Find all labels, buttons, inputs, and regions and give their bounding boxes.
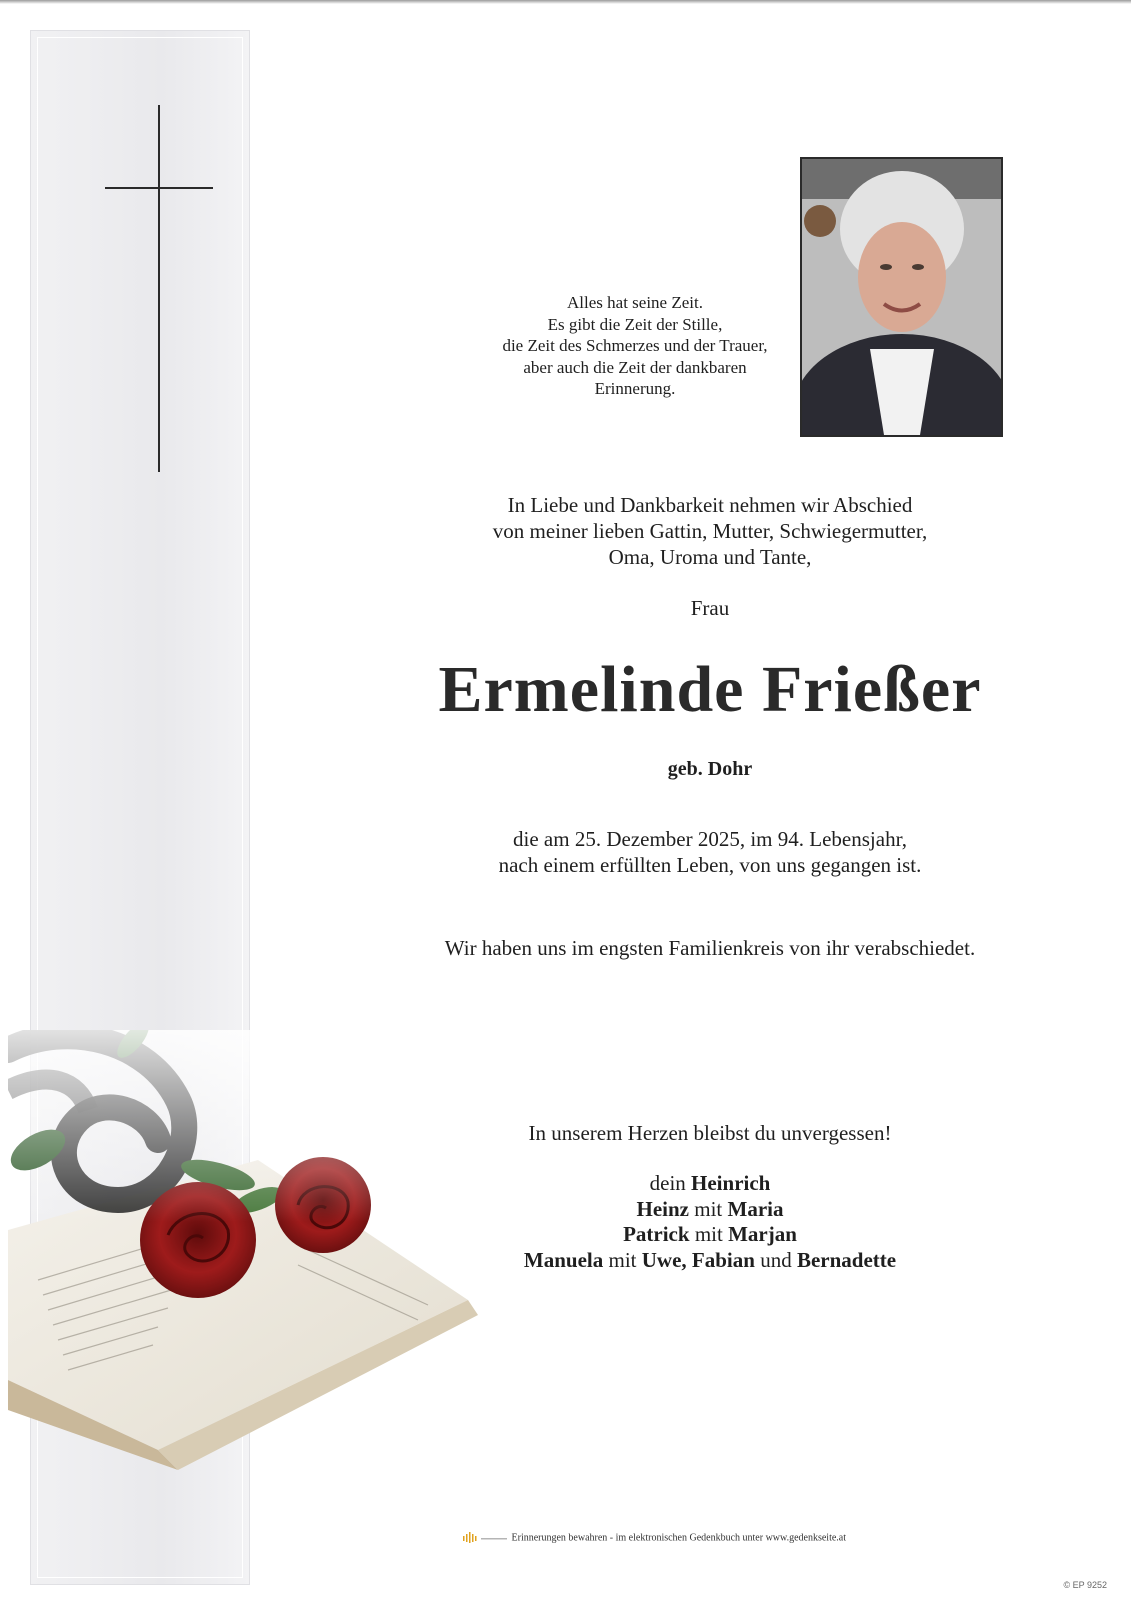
quote-line: Alles hat seine Zeit.	[567, 293, 703, 312]
mourner-name: Bernadette	[796, 1247, 897, 1272]
print-code: © EP 9252	[1063, 1580, 1107, 1590]
mourner-text: und	[754, 1247, 797, 1272]
mourner-name: Patrick	[623, 1222, 690, 1246]
quote-block	[480, 292, 790, 400]
gedenkseite-logo-icon	[463, 1532, 509, 1544]
quote-line: Es gibt die Zeit der Stille,	[547, 314, 723, 334]
mourner-name: Uwe, Fabian	[641, 1247, 755, 1272]
cross-icon-bar	[105, 187, 213, 189]
motto: In unserem Herzen bleibst du unvergessen!	[528, 1121, 892, 1145]
mourner-line	[400, 1222, 1020, 1248]
cross-icon	[158, 105, 160, 472]
farewell-line: In Liebe und Dankbarkeit nehmen wir Abschied	[507, 493, 913, 517]
death-notice-line: nach einem erfüllten Leben, von uns gegangen ist.	[498, 853, 922, 877]
farewell-line: Oma, Uroma und Tante,	[608, 545, 812, 569]
farewell-paragraph	[400, 492, 1020, 570]
mourner-text: mit	[689, 1222, 729, 1246]
mourner-name: Marjan	[728, 1222, 797, 1246]
deceased-name: Ermelinde Frießer	[438, 653, 982, 726]
mourner-line	[400, 1197, 1020, 1223]
footer-text: Erinnerungen bewahren - im elektronischen Gedenkbuch unter www.gedenkseite.at	[511, 1532, 847, 1544]
service-note: Wir haben uns im engsten Familienkreis von ihr verabschiedet.	[444, 936, 976, 960]
quote-line: aber auch die Zeit der dankbaren	[523, 357, 747, 377]
footer	[463, 1532, 983, 1544]
quote-line: die Zeit des Schmerzes und der Trauer,	[502, 336, 768, 355]
mourner-name: Heinz	[636, 1196, 689, 1221]
portrait-photo	[800, 157, 1003, 437]
page-top-edge	[0, 0, 1131, 4]
mourner-line	[400, 1171, 1020, 1197]
mourners-list	[400, 1171, 1020, 1273]
mourner-name: Maria	[727, 1196, 784, 1221]
mourner-line	[400, 1248, 1020, 1274]
mourner-text: dein	[649, 1171, 692, 1195]
mourner-text: mit	[689, 1196, 728, 1221]
mourner-name: Heinrich	[691, 1171, 771, 1195]
salutation: Frau	[690, 596, 730, 620]
death-notice-line: die am 25. Dezember 2025, im 94. Lebensjahr,	[513, 827, 907, 851]
quote-line: Erinnerung.	[594, 379, 676, 398]
mourner-text: mit	[603, 1247, 642, 1272]
mourner-name: Manuela	[523, 1247, 604, 1272]
farewell-line: von meiner lieben Gattin, Mutter, Schwiegermutter,	[492, 519, 928, 543]
death-notice	[400, 826, 1020, 878]
maiden-name: geb. Dohr	[667, 758, 753, 780]
